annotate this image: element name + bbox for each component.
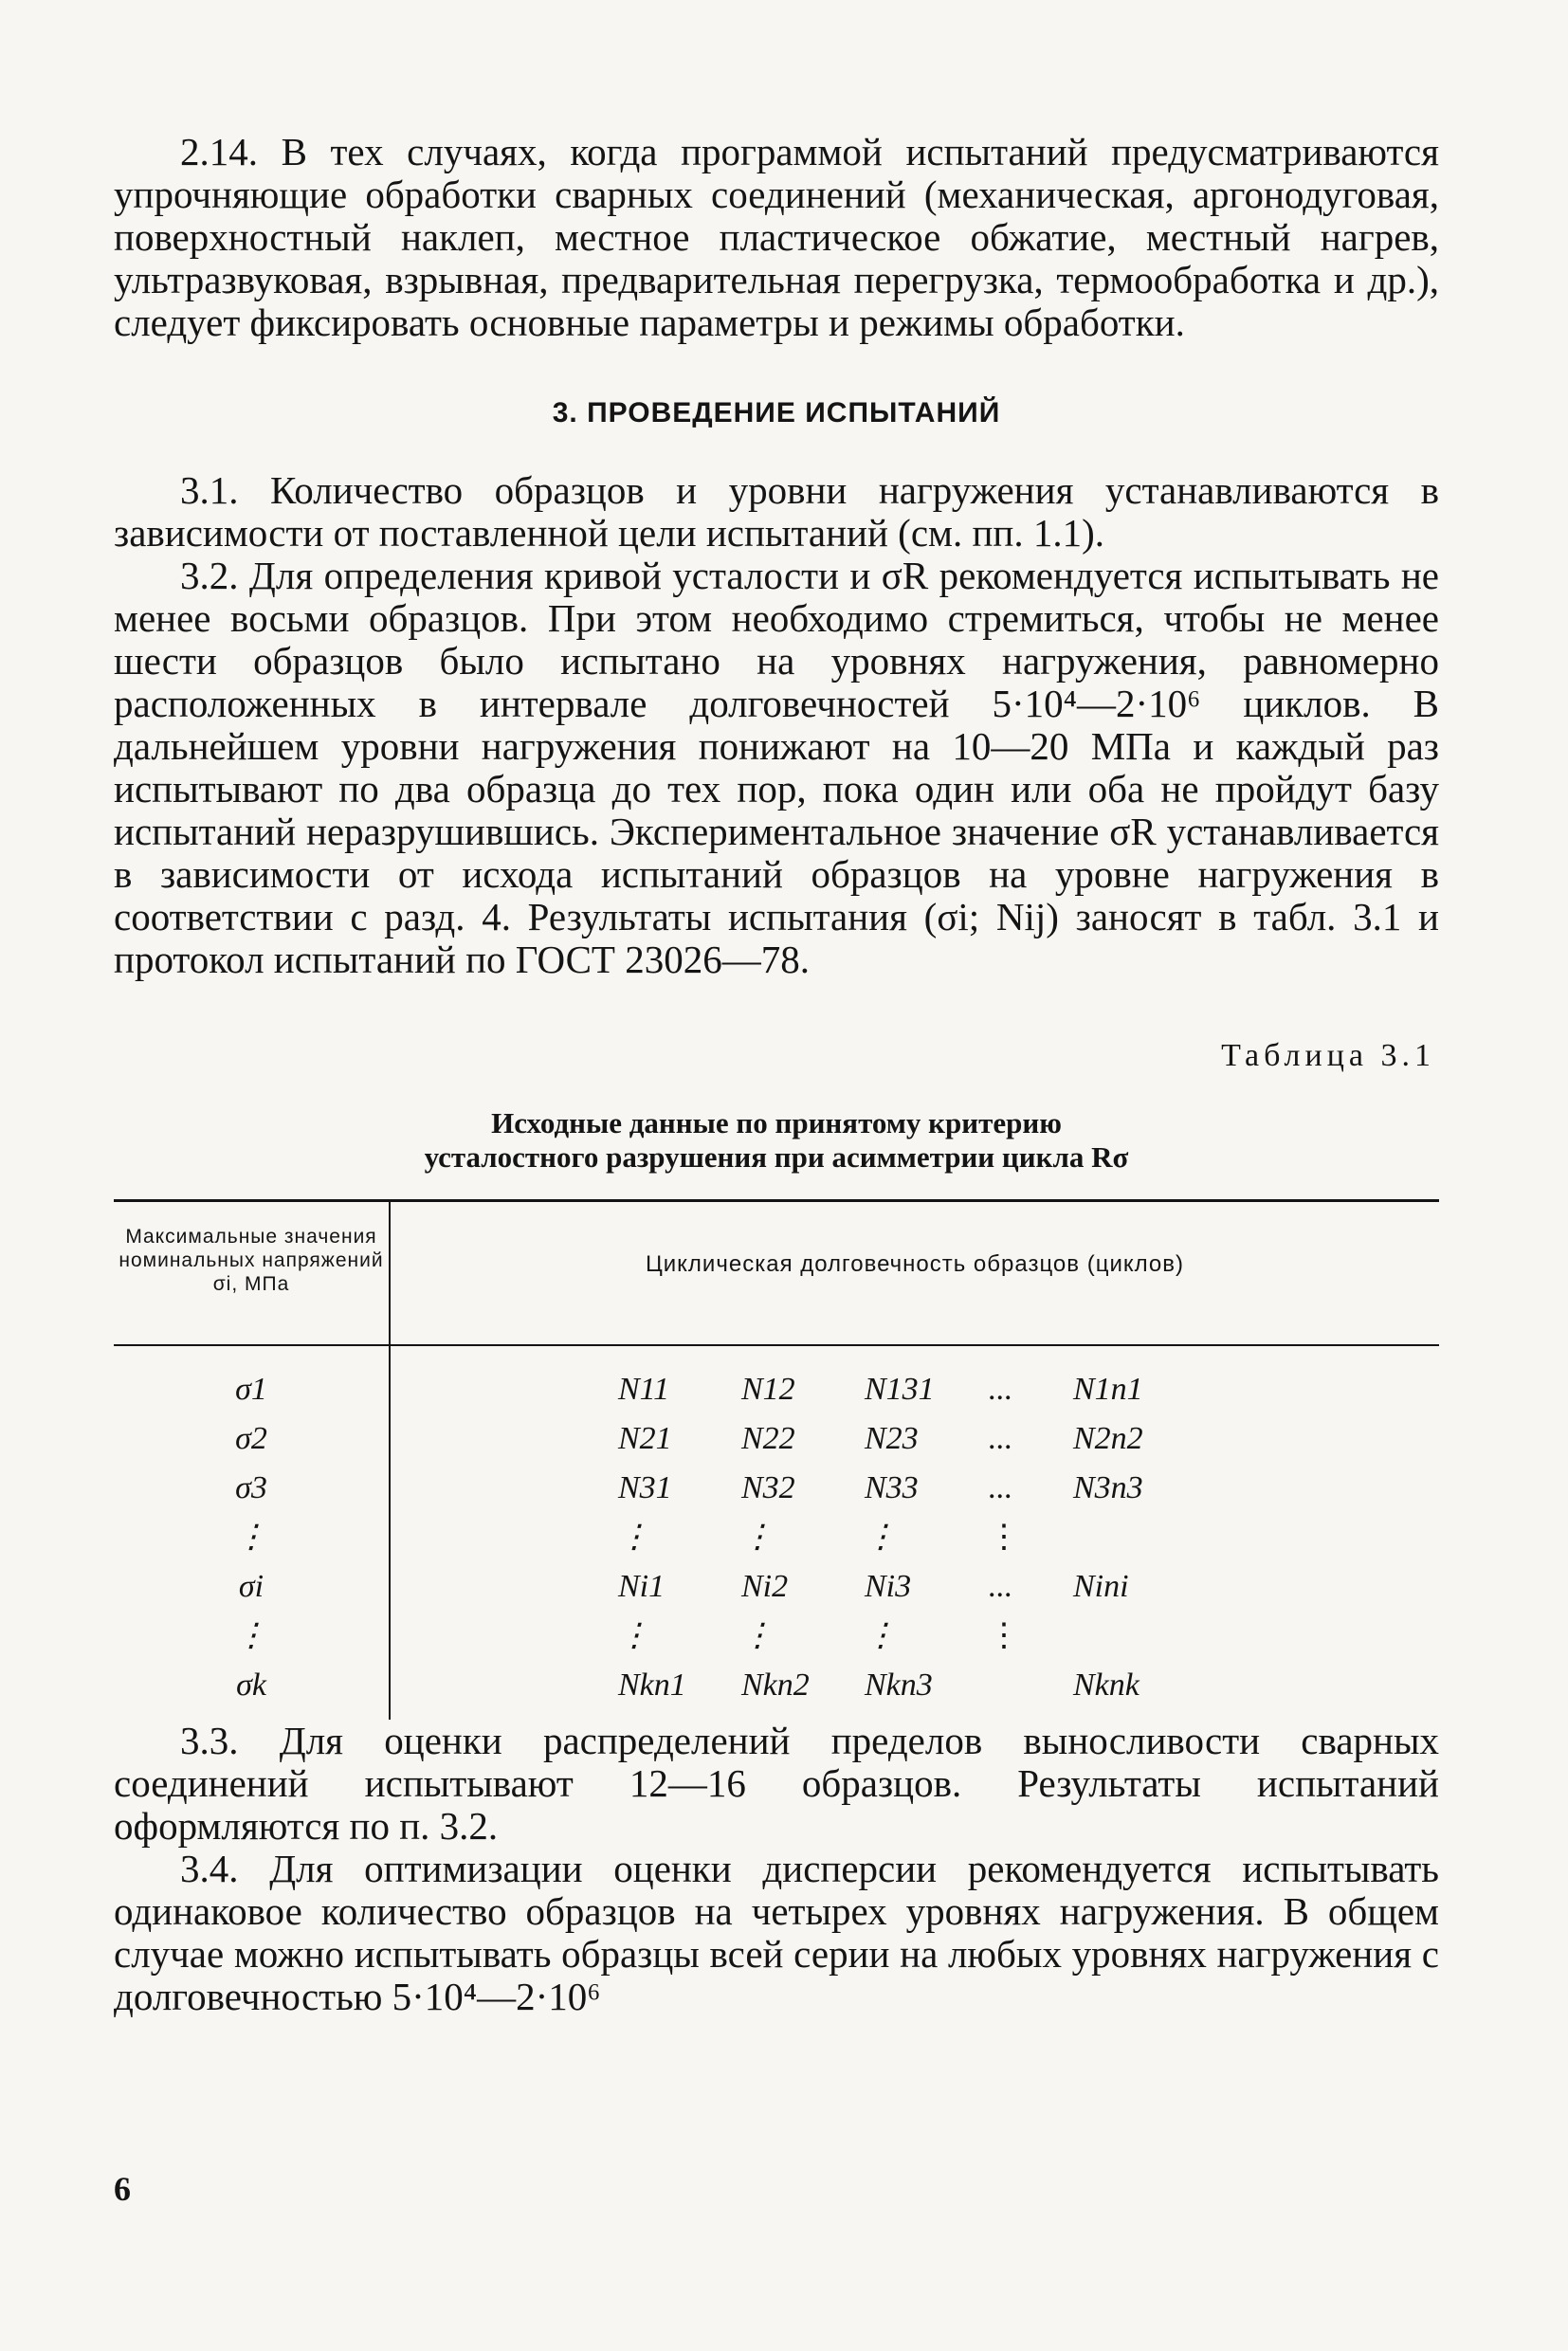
durability-cell: N21 xyxy=(618,1421,672,1456)
table-title-line-1: Исходные данные по принятому критерию xyxy=(491,1106,1062,1139)
durability-cell xyxy=(1073,1513,1196,1562)
durability-cell: Nini xyxy=(1073,1569,1129,1604)
durability-cell: N32 xyxy=(741,1470,795,1505)
durability-cell xyxy=(988,1661,1073,1710)
durability-cell: ⋮ xyxy=(741,1520,774,1555)
durability-cell: ⋮ xyxy=(618,1520,650,1555)
paragraph-3-3: 3.3. Для оценки распределений пределов выносливости сварных соединений испытывают 12—16 образцов. Результаты испытаний оформляются по п. 3.2. xyxy=(114,1719,1439,1848)
table-row xyxy=(391,1612,1439,1661)
durability-cell: N22 xyxy=(741,1421,795,1456)
durability-cell: Nknk xyxy=(1073,1668,1140,1703)
stress-cell: σi xyxy=(238,1569,264,1604)
table-row xyxy=(391,1365,1439,1414)
durability-cell: N1n1 xyxy=(1073,1372,1143,1407)
durability-cell: Nkn2 xyxy=(741,1668,810,1703)
durability-column xyxy=(391,1346,1439,1720)
durability-cell: ⋮ xyxy=(741,1618,774,1653)
durability-cell: N33 xyxy=(865,1470,919,1505)
table-row xyxy=(391,1464,1439,1513)
durability-cell: N31 xyxy=(618,1470,672,1505)
durability-cell: ⋮ xyxy=(618,1618,650,1653)
table-body xyxy=(114,1346,1439,1720)
table-row xyxy=(391,1562,1439,1612)
durability-cell: ⋮ xyxy=(865,1520,897,1555)
durability-cell: Nkn1 xyxy=(618,1668,686,1703)
page-number: 6 xyxy=(114,2170,131,2208)
durability-cell: Nkn3 xyxy=(865,1668,933,1703)
stress-column xyxy=(114,1346,391,1720)
durability-cell: Ni2 xyxy=(741,1569,789,1604)
table-number: Таблица 3.1 xyxy=(1221,1038,1435,1073)
durability-cell: N3n3 xyxy=(1073,1470,1143,1505)
stress-cell: σk xyxy=(236,1668,266,1703)
table-row xyxy=(391,1513,1439,1562)
table-header xyxy=(114,1202,1439,1346)
durability-cell: ... xyxy=(988,1372,1012,1407)
table-row xyxy=(391,1661,1439,1710)
stress-cell: σ3 xyxy=(235,1470,267,1505)
durability-cell xyxy=(1073,1612,1196,1661)
durability-cell: ... xyxy=(988,1569,1012,1604)
paragraph-2-14: 2.14. В тех случаях, когда программой испытаний предусматриваются упрочняющие обработки сварных соединений (механическая, аргонодуговая, поверхностный наклеп, местное пластическое обжатие, местный нагрев, ультразвуковая, взрывная, предварительная перегрузка, термообработка и др.), следует фиксировать основные параметры и режимы обработки. xyxy=(114,130,1439,344)
paragraph-3-2: 3.2. Для определения кривой усталости и σR рекомендуется испытывать не менее восьми образцов. При этом необходимо стремиться, чтобы не менее шести образцов было испытано на уровнях нагружения, равномерно расположенных в интервале долговечностей 5·10⁴—2·10⁶ циклов. В дальнейшем уровни нагружения понижают на 10—20 МПа и каждый раз испытывают по два образца до тех пор, пока один или оба не пройдут базу испытаний неразрушившись. Экспериментальное значение σR устанавливается в зависимости от исхода испытаний образцов на уровне нагружения в соответствии с разд. 4. Результаты испытания (σi; Nij) заносят в табл. 3.1 и протокол испытаний по ГОСТ 23026—78. xyxy=(114,554,1439,981)
stress-cell: σ1 xyxy=(235,1372,267,1407)
paragraph-3-1: 3.1. Количество образцов и уровни нагружения устанавливаются в зависимости от поставленной цели испытаний (см. пп. 1.1). xyxy=(114,468,1439,555)
header-stress-column: Максимальные значения номинальных напряжений σi, МПа xyxy=(114,1202,391,1344)
durability-cell: ⋮ xyxy=(865,1618,897,1653)
stress-cell: ⋮ xyxy=(235,1618,267,1653)
durability-cell: N2n2 xyxy=(1073,1421,1143,1456)
durability-cell: ⋮ xyxy=(988,1618,1020,1653)
data-table xyxy=(114,1199,1439,1720)
durability-cell: ... xyxy=(988,1421,1012,1456)
durability-cell: N11 xyxy=(618,1372,670,1407)
table-title xyxy=(114,1106,1439,1175)
durability-cell: Ni3 xyxy=(865,1569,912,1604)
durability-cell: ... xyxy=(988,1470,1012,1505)
table-row xyxy=(391,1414,1439,1464)
section-title: 3. ПРОВЕДЕНИЕ ИСПЫТАНИЙ xyxy=(552,397,1001,428)
durability-cell: N23 xyxy=(865,1421,919,1456)
durability-cell: Ni1 xyxy=(618,1569,665,1604)
table-title-line-2: усталостного разрушения при асимметрии цикла Rσ xyxy=(424,1140,1129,1174)
stress-cell: σ2 xyxy=(235,1421,267,1456)
durability-cell: N12 xyxy=(741,1372,795,1407)
durability-cell: ⋮ xyxy=(988,1520,1020,1555)
stress-cell: ⋮ xyxy=(235,1520,267,1555)
header-durability-column: Циклическая долговечность образцов (циклов) xyxy=(646,1251,1184,1277)
paragraph-3-4: 3.4. Для оптимизации оценки дисперсии рекомендуется испытывать одинаковое количество образцов на четырех уровнях нагружения. В общем случае можно испытывать образцы всей серии на любых уровнях нагружения с долговечностью 5·10⁴—2·10⁶ xyxy=(114,1847,1439,2018)
durability-cell: N131 xyxy=(865,1372,935,1407)
